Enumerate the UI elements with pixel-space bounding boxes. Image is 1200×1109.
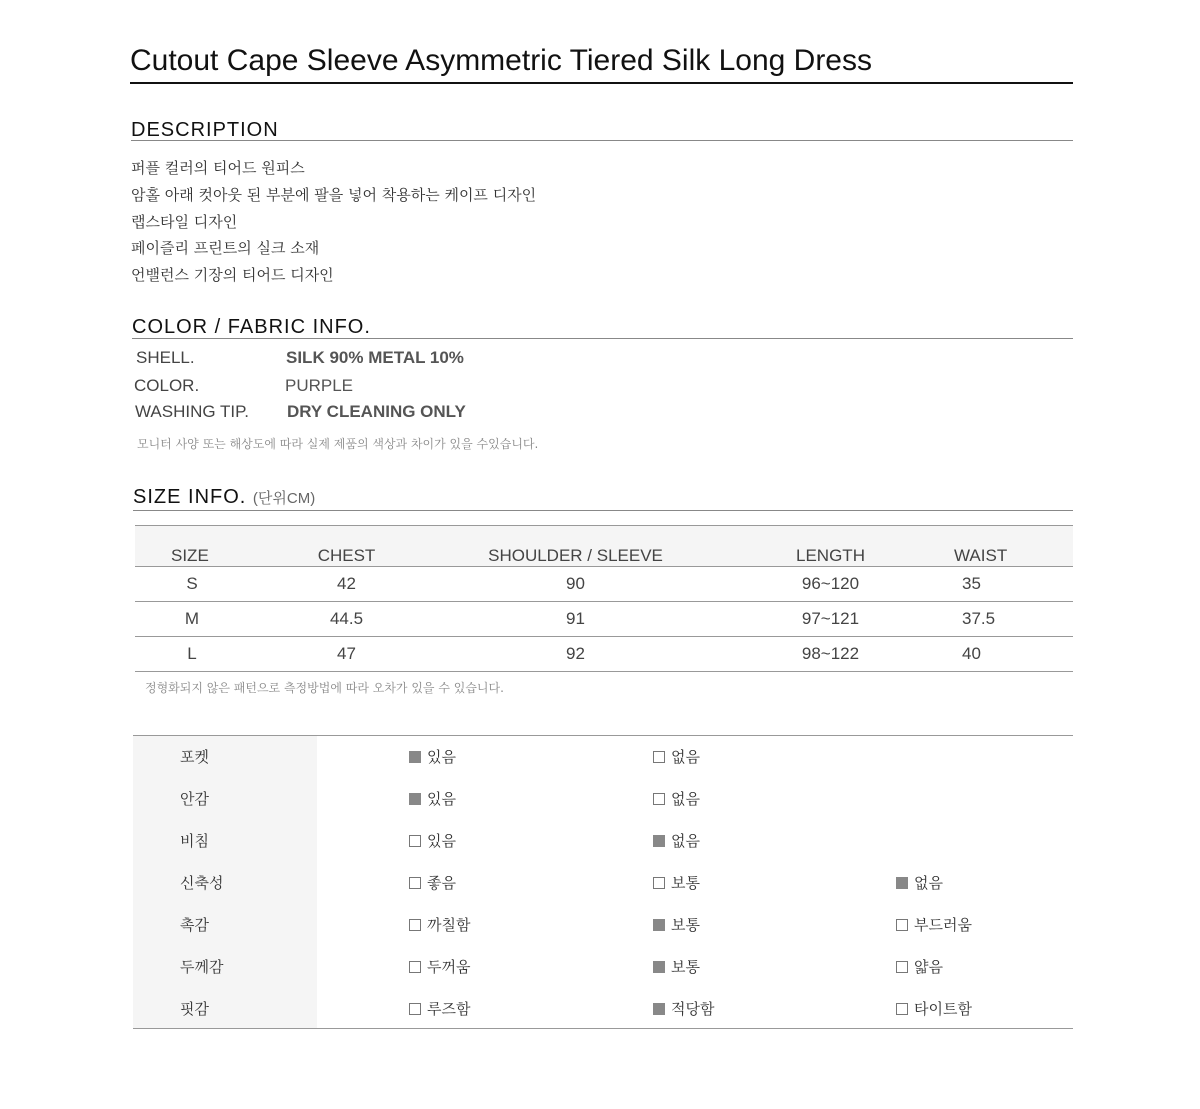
option-label: 좋음 bbox=[427, 874, 456, 892]
option-label: 두꺼움 bbox=[427, 958, 471, 976]
option-label: 타이트함 bbox=[914, 1000, 972, 1018]
column-header-waist: WAIST bbox=[954, 526, 1073, 567]
checkbox-icon bbox=[409, 751, 421, 763]
option-fit-tight bbox=[896, 998, 972, 1019]
attribute-table bbox=[133, 735, 1073, 1029]
attribute-label-lining: 안감 bbox=[180, 790, 209, 808]
option-texture-normal bbox=[653, 914, 700, 935]
option-label: 루즈함 bbox=[427, 1000, 471, 1018]
fabric-label-washing: WASHING TIP. bbox=[135, 402, 249, 421]
table-row bbox=[135, 602, 1073, 637]
checkbox-icon bbox=[653, 961, 665, 973]
attribute-label-sheerness: 비침 bbox=[180, 832, 209, 850]
size-heading bbox=[133, 486, 315, 509]
fabric-value-washing: DRY CLEANING ONLY bbox=[287, 402, 466, 421]
checkbox-icon bbox=[409, 793, 421, 805]
table-row bbox=[135, 567, 1073, 602]
checkbox-icon bbox=[653, 835, 665, 847]
checkbox-icon bbox=[409, 877, 421, 889]
attribute-label-stretch: 신축성 bbox=[180, 874, 224, 892]
option-thickness-thick bbox=[409, 956, 470, 977]
table-cell: 40 bbox=[954, 637, 1073, 672]
option-label: 있음 bbox=[427, 790, 456, 808]
table-cell: 90 bbox=[444, 567, 707, 602]
description-line: 퍼플 컬러의 티어드 원피스 bbox=[131, 159, 305, 177]
attribute-label-column bbox=[133, 736, 317, 1028]
checkbox-icon bbox=[409, 1003, 421, 1015]
checkbox-icon bbox=[653, 919, 665, 931]
option-label: 까칠함 bbox=[427, 916, 471, 934]
option-label: 없음 bbox=[671, 832, 700, 850]
checkbox-icon bbox=[409, 961, 421, 973]
fabric-value-shell: SILK 90% METAL 10% bbox=[286, 348, 464, 367]
option-sheerness-no bbox=[653, 830, 700, 851]
size-divider bbox=[133, 510, 1073, 511]
fabric-value-color: PURPLE bbox=[285, 376, 354, 395]
column-header-chest: CHEST bbox=[249, 526, 444, 567]
fabric-heading: COLOR / FABRIC INFO. bbox=[132, 316, 371, 338]
table-cell: 92 bbox=[444, 637, 707, 672]
description-line: 랩스타일 디자인 bbox=[131, 213, 238, 231]
table-cell: 96~120 bbox=[707, 567, 954, 602]
size-table bbox=[135, 525, 1073, 672]
column-header-length: LENGTH bbox=[707, 526, 954, 567]
checkbox-icon bbox=[896, 1003, 908, 1015]
option-thickness-normal bbox=[653, 956, 700, 977]
checkbox-icon bbox=[409, 919, 421, 931]
fabric-label-shell: SHELL. bbox=[136, 348, 195, 367]
option-label: 있음 bbox=[427, 832, 456, 850]
option-label: 없음 bbox=[671, 748, 700, 766]
option-texture-soft bbox=[896, 914, 972, 935]
table-cell: S bbox=[135, 567, 249, 602]
option-label: 적당함 bbox=[671, 1000, 715, 1018]
description-line: 페이즐리 프린트의 실크 소재 bbox=[131, 239, 320, 257]
description-line: 암홀 아래 컷아웃 된 부분에 팔을 넣어 착용하는 케이프 디자인 bbox=[131, 186, 537, 204]
option-lining-no bbox=[653, 788, 700, 809]
table-cell: 91 bbox=[444, 602, 707, 637]
checkbox-icon bbox=[653, 877, 665, 889]
option-pocket-yes bbox=[409, 746, 456, 767]
table-cell: 97~121 bbox=[707, 602, 954, 637]
option-label: 없음 bbox=[914, 874, 943, 892]
option-fit-loose bbox=[409, 998, 470, 1019]
description-heading: DESCRIPTION bbox=[131, 119, 279, 141]
attribute-label-pocket: 포켓 bbox=[180, 748, 209, 766]
checkbox-icon bbox=[896, 919, 908, 931]
checkbox-icon bbox=[896, 961, 908, 973]
table-cell: 35 bbox=[954, 567, 1073, 602]
checkbox-icon bbox=[409, 835, 421, 847]
table-cell: 47 bbox=[249, 637, 444, 672]
table-cell: 44.5 bbox=[249, 602, 444, 637]
checkbox-icon bbox=[653, 1003, 665, 1015]
size-table-header bbox=[135, 526, 1073, 567]
option-thickness-thin bbox=[896, 956, 943, 977]
column-header-size: SIZE bbox=[135, 526, 249, 567]
option-stretch-normal bbox=[653, 872, 700, 893]
size-unit: (단위CM) bbox=[252, 490, 316, 507]
size-disclaimer: 정형화되지 않은 패턴으로 측정방법에 따라 오차가 있을 수 있습니다. bbox=[145, 681, 504, 695]
checkbox-icon bbox=[896, 877, 908, 889]
fabric-label-color: COLOR. bbox=[134, 376, 200, 395]
option-stretch-good bbox=[409, 872, 456, 893]
column-header-shoulder-sleeve: SHOULDER / SLEEVE bbox=[444, 526, 707, 567]
option-pocket-no bbox=[653, 746, 700, 767]
description-line: 언밸런스 기장의 티어드 디자인 bbox=[131, 266, 334, 284]
checkbox-icon bbox=[653, 751, 665, 763]
table-cell: M bbox=[135, 602, 249, 637]
checkbox-icon bbox=[653, 793, 665, 805]
option-fit-regular bbox=[653, 998, 714, 1019]
description-divider bbox=[131, 140, 1073, 141]
attribute-label-texture: 촉감 bbox=[180, 916, 209, 934]
table-cell: L bbox=[135, 637, 249, 672]
option-label: 부드러움 bbox=[914, 916, 972, 934]
attribute-label-fit: 핏감 bbox=[180, 1000, 209, 1018]
option-label: 있음 bbox=[427, 748, 456, 766]
attribute-label-thickness: 두께감 bbox=[180, 958, 224, 976]
option-label: 보통 bbox=[671, 958, 700, 976]
option-label: 보통 bbox=[671, 874, 700, 892]
size-heading-text: SIZE INFO. bbox=[133, 486, 247, 508]
option-label: 없음 bbox=[671, 790, 700, 808]
fabric-divider bbox=[132, 338, 1073, 339]
option-stretch-none bbox=[896, 872, 943, 893]
product-title: Cutout Cape Sleeve Asymmetric Tiered Silk Long Dress bbox=[130, 40, 1073, 84]
table-cell: 37.5 bbox=[954, 602, 1073, 637]
option-sheerness-yes bbox=[409, 830, 456, 851]
color-disclaimer: 모니터 사양 또는 해상도에 따라 실제 제품의 색상과 차이가 있을 수있습니다. bbox=[137, 437, 539, 451]
option-label: 보통 bbox=[671, 916, 700, 934]
table-row bbox=[135, 637, 1073, 672]
option-lining-yes bbox=[409, 788, 456, 809]
table-cell: 42 bbox=[249, 567, 444, 602]
table-cell: 98~122 bbox=[707, 637, 954, 672]
option-texture-rough bbox=[409, 914, 470, 935]
option-label: 얇음 bbox=[914, 958, 943, 976]
